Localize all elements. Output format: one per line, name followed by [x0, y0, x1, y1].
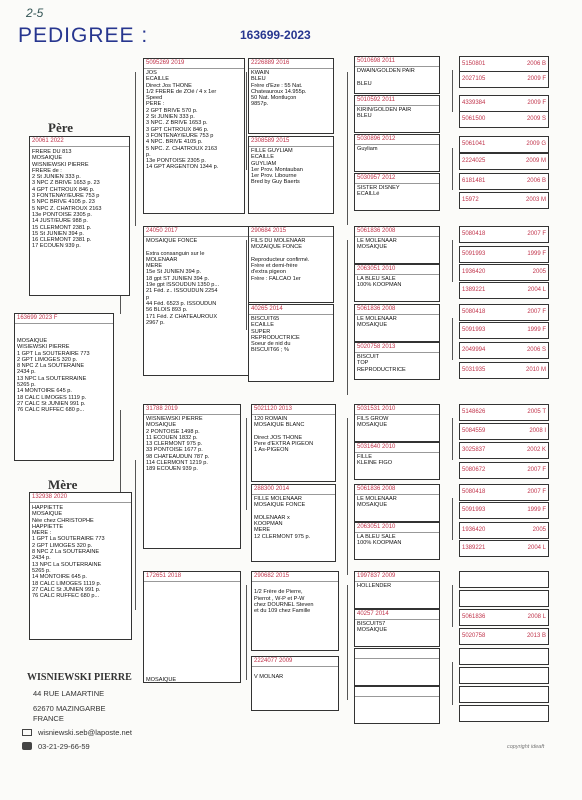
- ring-year: 2003 M: [525, 197, 546, 203]
- gen4-box: [354, 226, 440, 264]
- ring-year: 2008 L: [527, 614, 546, 620]
- great-grandparent-box: [251, 656, 339, 711]
- ring-year: 2010 M: [525, 367, 546, 373]
- great-grandparent-box: [251, 571, 339, 651]
- ring-number: 163699 2023 F: [17, 315, 58, 321]
- gen5-box: [459, 153, 549, 170]
- ring-number: 5084559: [462, 428, 486, 434]
- ring-number: 2049994: [462, 347, 486, 353]
- gen4-box: [354, 134, 440, 172]
- ring-number: 5080418: [462, 309, 486, 315]
- connector: [347, 660, 348, 700]
- owner-country: FRANCE: [33, 714, 64, 723]
- pigeon-details: FRERE DU 813 MOSAIQUE WISNIEWSKI PIERRE FRERE de : 2 St JUNIEN 333 p. 3 NPC Z BRIVE 1653 p. 23 4 GPT CHTROUX 846 p. 3 FONTENAY/EURE 753 p 5 NPC BRIVE 4105 p. 23 5 NPC Z. CHATROUX 2163 13e PONTOISE 2305 p. 14 JUST/EURE 988 p. 15 CLERMONT 2381 p. 15 St JUNIEN 394 p. 16 CLERMONT 2381 p. 17 ECOUEN 939 p.: [32, 149, 102, 250]
- email-icon: [22, 729, 32, 736]
- gen5-box: [459, 484, 549, 501]
- gen4-box: [354, 686, 440, 724]
- owner-street: 44 RUE LAMARTINE: [33, 689, 105, 698]
- connector: [246, 585, 247, 680]
- ring-year: 1999 F: [527, 507, 546, 513]
- gen5-box: [459, 226, 549, 243]
- ring-number: 1936420: [462, 527, 486, 533]
- box-divider: [355, 352, 439, 353]
- box-divider: [355, 66, 439, 67]
- gen4-box: [354, 95, 440, 133]
- pigeon-details: FILLE MOLENAAR MOSAIQUE FONCE MOLENAAR x KOOPMAN MERE 12 CLERMONT 975 p.: [254, 496, 311, 540]
- pigeon-details: KIRIN/GOLDEN PAIR BLEU: [357, 107, 412, 120]
- connector: [452, 585, 453, 627]
- grandparent-box: [143, 404, 241, 549]
- box-divider: [355, 144, 439, 145]
- gen4-box: [354, 342, 440, 380]
- ring-number: 5095269 2019: [146, 60, 185, 66]
- ring-number: 5061836 2008: [357, 228, 396, 234]
- ring-number: 5010592 2011: [357, 97, 395, 103]
- connector: [347, 240, 348, 318]
- owner-city: 62670 MAZINGARBE: [33, 704, 106, 713]
- pigeon-details: FILS DU MOLENAAR MOZAIQUE FONCE Reproducteur confirmé. Frère et demi-frère d'extra pigeon Frère : FALCAO 1er: [251, 238, 310, 282]
- connector: [452, 70, 453, 112]
- pigeon-details: MOSAIQUE: [146, 677, 177, 683]
- ring-year: 2013 B: [526, 633, 546, 639]
- connector: [347, 418, 348, 498]
- ring-number: 5031935: [462, 367, 486, 373]
- ring-year: 2006 B: [526, 61, 546, 67]
- ring-year: 2005: [532, 527, 546, 533]
- ring-number: 5080672: [462, 467, 486, 473]
- ring-number: 5020758 2013: [357, 344, 396, 350]
- gen5-box: [459, 686, 549, 703]
- ring-number: 1389221: [462, 287, 486, 293]
- gen5-box: [459, 362, 549, 379]
- gen5-box: [459, 462, 549, 479]
- label-mere: Mère: [48, 477, 78, 492]
- gen4-box: [354, 522, 440, 560]
- pigeon-details: LE MOLENAAR MOSAIQUE: [357, 496, 397, 509]
- pigeon-details: BISCUIT65 ECAILLE SUPER REPRODUCTRICE Soeur de nid du BISCUIT66 ; %: [251, 316, 300, 354]
- owner-email[interactable]: wisniewski.seb@laposte.net: [38, 728, 132, 737]
- connector: [347, 318, 348, 395]
- connector: [452, 318, 453, 360]
- pigeon-details: LA BLEU SALE 100% KOOPMAN: [357, 534, 402, 547]
- ring-number: 5061836: [462, 614, 486, 620]
- ring-year: 2004 L: [527, 545, 546, 551]
- ring-number: 20061 2022: [32, 138, 64, 144]
- pigeon-details: Guyliam: [357, 146, 378, 152]
- ring-year: 2008 I: [529, 428, 546, 434]
- box-divider: [249, 236, 333, 237]
- great-grandparent-box: [251, 404, 336, 482]
- ring-number: 5061836 2008: [357, 306, 396, 312]
- pigeon-details: V MOLNAR: [254, 674, 284, 681]
- box-divider: [249, 146, 333, 147]
- connector: [452, 418, 453, 460]
- ring-number: 5080418: [462, 489, 486, 495]
- ring-year: 2007 F: [527, 231, 546, 237]
- box-divider: [144, 581, 240, 582]
- gen5-box: [459, 502, 549, 519]
- gen5-box: [459, 111, 549, 128]
- ring-number: 5061836 2008: [357, 486, 396, 492]
- pigeon-details: WISNIEWSKI PIERRE MOSAIQUE 2 PONTOISE 1498 p. 11 ECOUEN 1832 p. 13 CLERMONT 975 p. 33 PONTOISE 1677 p. 98 CHATEAUDUN 787 p. 114 CLERMONT 1219 p. 189 ECOUEN 939 p.: [146, 416, 210, 473]
- box-divider: [355, 532, 439, 533]
- gen4-box: [354, 56, 440, 94]
- ring-number: 5030896 2012: [357, 136, 396, 142]
- gen4-box: [354, 609, 440, 647]
- gen5-box: [459, 705, 549, 722]
- gen5-box: [459, 71, 549, 88]
- ring-number: 2027105: [462, 76, 486, 82]
- ring-number: 5030957 2012: [357, 175, 396, 181]
- ring-number: 5020758: [462, 633, 486, 639]
- box-divider: [30, 146, 129, 147]
- gen5-box: [459, 192, 549, 209]
- great-grandparent-box: [248, 304, 334, 382]
- gen5-box: [459, 404, 549, 421]
- gen5-box: [459, 571, 549, 588]
- owner-phone: 03-21-29-66-59: [38, 742, 90, 751]
- pigeon-details: HAPPIETTE MOSAIQUE Née chez CHRISTOPHE HAPPIETTE MERE : 1 GPT La SOUTERAIRE 773 2 GPT LIMOGES 320 p. 8 NPC Z La SOUTERAINE 2434 p. 13 NPC La SOUTERRAINE 5265 p. 14 MONTOIRE 645 p. 18 CALC LIMOGES 1119 p. 27 CALC St JUNIEN 991 p. 76 CALC RUFFEC 680 p...: [32, 505, 105, 600]
- gen4-box: [354, 173, 440, 211]
- pigeon-details: LE MOLENAAR MOSAIQUE: [357, 238, 397, 251]
- box-divider: [355, 236, 439, 237]
- connector: [452, 240, 453, 282]
- pigeon-details: BISCUIT57 MOSAIQUE: [357, 621, 388, 634]
- pigeon-details: FILS GROW MOSAIQUE: [357, 416, 389, 429]
- ring-year: 2009 M: [525, 158, 546, 164]
- ring-number: 5031531 2010: [357, 406, 396, 412]
- box-divider: [355, 696, 439, 697]
- ring-year: 2007 F: [527, 467, 546, 473]
- box-divider: [355, 274, 439, 275]
- connector: [347, 150, 348, 225]
- pigeon-details: LE MOLENAAR MOSAIQUE: [357, 316, 397, 329]
- sire-box: [29, 136, 130, 296]
- gen5-box: [459, 136, 549, 153]
- box-divider: [355, 581, 439, 582]
- ring-number: 1936420: [462, 269, 486, 275]
- ring-year: 2004 L: [527, 287, 546, 293]
- box-divider: [252, 581, 338, 582]
- connector: [246, 418, 247, 510]
- connector: [246, 240, 247, 330]
- phone-icon: [22, 742, 32, 750]
- pigeon-details: FILLE GUYLIAM ECAILLE GUYLIAM 1er Prov. Montauban 1er Prov. Libourne Bred by Guy Baerts: [251, 148, 303, 186]
- connector: [347, 585, 348, 660]
- copyright: copyright ideaft: [507, 744, 545, 750]
- ring-number: 5010698 2011: [357, 58, 395, 64]
- owner-name: WISNIEWSKI PIERRE: [27, 672, 132, 683]
- ring-number: 5150801: [462, 61, 486, 67]
- gen5-box: [459, 173, 549, 190]
- box-divider: [355, 314, 439, 315]
- box-divider: [355, 619, 439, 620]
- label-pere: Père: [48, 120, 74, 135]
- pigeon-details: 120 ROMAIN MOSAIQUE BLANC Direct JOS THONE Pere d'EXTRA PIGEON 1 As-PIGEON: [254, 416, 314, 454]
- gen5-box: [459, 264, 549, 281]
- pigeon-details: LA BLEU SALE 100% KOOPMAN: [357, 276, 402, 289]
- ring-year: 2005 T: [527, 409, 546, 415]
- pigeon-details: HOLLENDER: [357, 583, 392, 589]
- great-grandparent-box: [248, 58, 334, 134]
- connector: [246, 72, 247, 170]
- gen4-box: [354, 648, 440, 686]
- dam-box: [29, 492, 132, 640]
- box-divider: [355, 105, 439, 106]
- gen4-box: [354, 484, 440, 522]
- gen4-box: [354, 404, 440, 442]
- box-divider: [252, 414, 335, 415]
- great-grandparent-box: [248, 226, 334, 303]
- ring-number: 2063051 2010: [357, 266, 396, 272]
- gen5-box: [459, 442, 549, 459]
- gen5-box: [459, 304, 549, 321]
- pigeon-details: SISTER DISNEY ECAILLé: [357, 185, 400, 198]
- ring-year: 2007 F: [527, 309, 546, 315]
- ring-number: 2226889 2016: [251, 60, 290, 66]
- connector: [452, 662, 453, 705]
- grandparent-box: [143, 226, 249, 376]
- grandparent-box: [143, 58, 245, 214]
- ring-number: 40257 2014: [357, 611, 389, 617]
- ring-number: 31788 2019: [146, 406, 178, 412]
- ring-year: 2009 F: [527, 100, 546, 106]
- pigeon-details: MOSAIQUE FONCE Extra consanguin sur le MOLENAAR MERE 15e St JUNIEN 394 p. 18 gpt ST JUNIEN 394 p. 19e gpt ISSOUDUN 1350 p... 21 Féd. z.. ISSOUDUN 2254 p 44 Féd. 6523 p. ISSOUDUN 56 BLOIS 893 p. 171 Féd. Z CHATEAUROUX 2967 p.: [146, 238, 220, 326]
- gen5-box: [459, 322, 549, 339]
- ring-number: 132938 2020: [32, 494, 68, 500]
- gen5-box: [459, 590, 549, 607]
- gen4-box: [354, 571, 440, 609]
- ring-number: 5061041: [462, 141, 486, 147]
- ring-number: 2224077 2009: [254, 658, 293, 664]
- connector: [120, 410, 121, 498]
- ring-year: 1999 F: [527, 251, 546, 257]
- ring-number: 24050 2017: [146, 228, 178, 234]
- ring-number: 5080418: [462, 231, 486, 237]
- ring-number: 2063051 2010: [357, 524, 396, 530]
- gen5-box: [459, 540, 549, 557]
- ring-year: 2006 B: [526, 178, 546, 184]
- gen5-box: [459, 648, 549, 665]
- ring-number: 15972: [462, 197, 479, 203]
- gen5-box: [459, 609, 549, 626]
- connector: [347, 498, 348, 575]
- connector: [347, 72, 348, 150]
- great-grandparent-box: [248, 136, 334, 214]
- box-divider: [249, 314, 333, 315]
- subject-box: [14, 313, 114, 461]
- page-title: PEDIGREE :: [18, 24, 149, 47]
- box-divider: [355, 494, 439, 495]
- gen4-box: [354, 264, 440, 302]
- connector: [135, 460, 136, 610]
- ring-number: 5091993: [462, 251, 486, 257]
- pigeon-details: KWAIN BLEU Frère d'Eze : 55 Nat. Chateauroux 14.955p. 50 Nat. Montluçon 9857p.: [251, 70, 307, 108]
- ring-number: 1389221: [462, 545, 486, 551]
- gen4-box: [354, 442, 440, 480]
- connector: [452, 498, 453, 540]
- box-divider: [355, 658, 439, 659]
- ring-year: 2007 F: [527, 489, 546, 495]
- ring-number: 5061500: [462, 116, 486, 122]
- box-divider: [355, 452, 439, 453]
- gen4-box: [354, 304, 440, 342]
- pigeon-details: 1/2 Frère de Pierre, Pierrot , W-P et P-W chez DOURNEL Steven et du 109 chez Famille: [254, 589, 314, 615]
- ring-number: 5021120 2013: [254, 406, 292, 412]
- box-divider: [252, 494, 335, 495]
- box-divider: [15, 323, 113, 324]
- ring-number: 5148626: [462, 409, 486, 415]
- box-divider: [355, 414, 439, 415]
- ring-year: 2002 K: [526, 447, 546, 453]
- ring-number: 2224025: [462, 158, 486, 164]
- box-divider: [355, 183, 439, 184]
- ring-year: 2009 G: [526, 141, 546, 147]
- pigeon-details: DWAIN/GOLDEN PAIR BLEU: [357, 68, 415, 87]
- ring-year: 2009 F: [527, 76, 546, 82]
- box-divider: [252, 666, 338, 667]
- gen5-box: [459, 246, 549, 263]
- ring-number: 3025837: [462, 447, 486, 453]
- box-divider: [30, 502, 131, 503]
- pigeon-details: FILLE KLEINE FIGO: [357, 454, 393, 467]
- ring-number: 1997837 2009: [357, 573, 396, 579]
- box-divider: [144, 68, 244, 69]
- ring-year: 2009 S: [526, 116, 546, 122]
- ring-number: 172651 2018: [146, 573, 182, 579]
- ring-number: 6181481: [462, 178, 486, 184]
- ring-number: 5091993: [462, 507, 486, 513]
- gen5-box: [459, 282, 549, 299]
- ring-year: 1999 F: [527, 327, 546, 333]
- gen5-box: [459, 667, 549, 684]
- ring-year: 2005: [532, 269, 546, 275]
- gen5-box: [459, 95, 549, 112]
- gen5-box: [459, 342, 549, 359]
- gen5-box: [459, 628, 549, 645]
- great-grandparent-box: [251, 484, 336, 562]
- gen5-box: [459, 423, 549, 440]
- box-divider: [249, 68, 333, 69]
- ring-number: 5031640 2010: [357, 444, 396, 450]
- pigeon-details: BISCUIT TOP REPRODUCTRICE: [357, 354, 406, 373]
- ring-year: 2006 S: [526, 347, 546, 353]
- main-ring-number: 163699-2023: [240, 28, 311, 42]
- gen5-box: [459, 522, 549, 539]
- ring-number: 4339384: [462, 100, 486, 106]
- box-divider: [144, 414, 240, 415]
- pigeon-details: JOS ECAILLE Direct Jos THONE 1/2 FRERE de ZOé / 4 x 1er Speed PERE : 2 GPT BRIVE 570 p. 2 St JUNIEN 333 p. 3 NPC. Z BRIVE 1653 p. 3 GPT CHTROUX 846 p. 3 FONTENAY/EURE 753 p 4 NPC. BRIVE 4105 p. 5 NPC. Z. CHATROUX 2163 p. 13e PONTOISE 2305 p. 14 GPT ARGENTON 1344 p.: [146, 70, 219, 171]
- connector: [135, 72, 136, 226]
- ring-number: 290684 2015: [251, 228, 287, 234]
- ring-number: 40265 2014: [251, 306, 283, 312]
- ring-number: 288300 2014: [254, 486, 290, 492]
- grandparent-box: [143, 571, 241, 683]
- box-divider: [144, 236, 248, 237]
- ring-number: 2308589 2015: [251, 138, 290, 144]
- ring-number: 5091993: [462, 327, 486, 333]
- pigeon-details: MOSAIQUE WISIEWSKI PIERRE 1 GPT La SOUTERAIRE 773 2 GPT LIMOGES 320 p. 8 NPC Z La SOUTERAINE 2434 p. 13 NPC La SOUTERRAINE 5265 p. 14 MONTOIRE 645 p. 18 CALC LIMOGES 1119 p. 27 CALC St JUNIEN 991 p. 76 CALC RUFFEC 680 p...: [17, 338, 90, 414]
- ring-number: 290682 2015: [254, 573, 290, 579]
- connector: [452, 148, 453, 190]
- handwritten-note: 2-5: [26, 6, 44, 20]
